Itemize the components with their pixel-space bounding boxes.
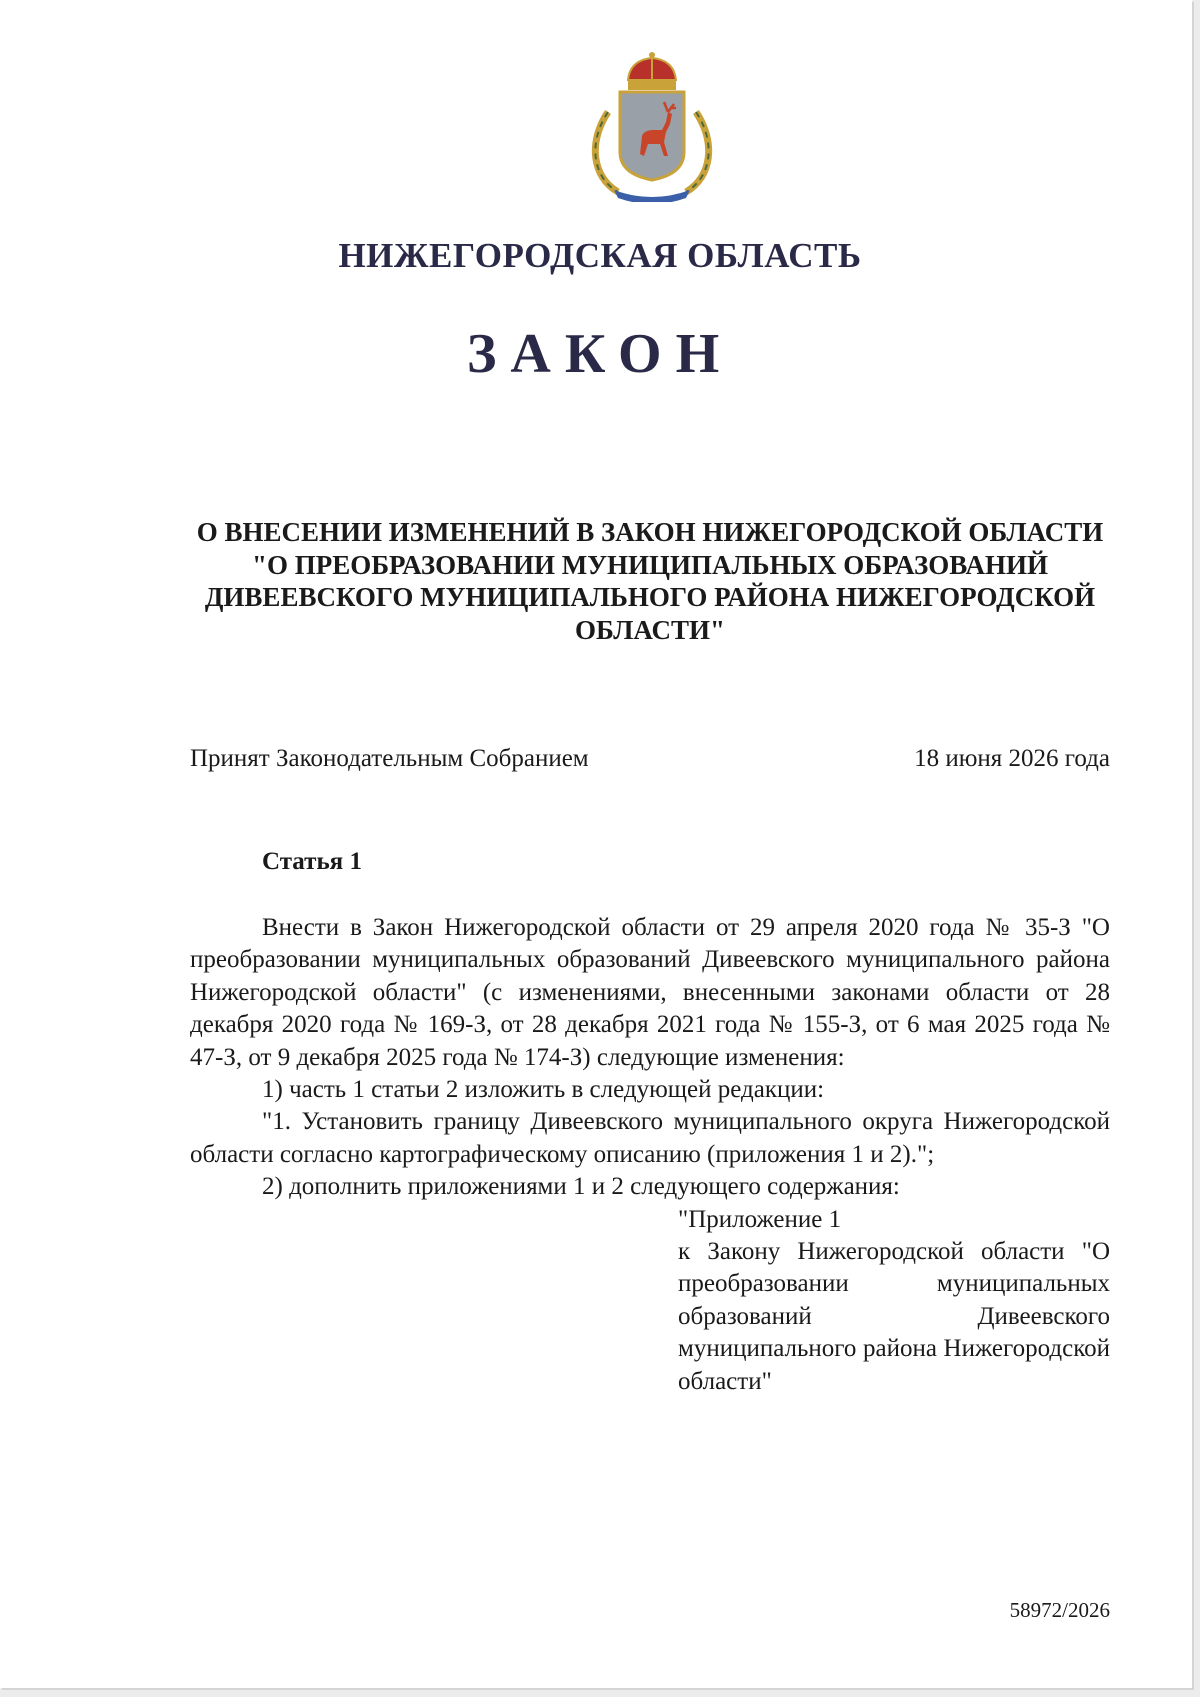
article-paragraph: Внести в Закон Нижегородской области от 29 апреля 2020 года № 35-З "О преобразовании муниципальных образований Дивеевского муниципального района Нижегородской области" (с изменениями, внесенными законами области от 28 декабря 2020 года № 169-З, от 28 декабря 2021 года № 155-З, от 6 мая 2025 года № 47-З, от 9 декабря 2025 года № 174-З) следующие изменения:	[190, 914, 1110, 1071]
law-title: О ВНЕСЕНИИ ИЗМЕНЕНИЙ В ЗАКОН НИЖЕГОРОДСКОЙ ОБЛАСТИ "О ПРЕОБРАЗОВАНИИ МУНИЦИПАЛЬНЫХ ОБРАЗОВАНИЙ ДИВЕЕВСКОГО МУНИЦИПАЛЬНОГО РАЙОНА НИЖЕГОРОДСКОЙ ОБЛАСТИ"	[196, 517, 1104, 645]
appendix-heading: "Приложение 1	[678, 1205, 842, 1233]
coat-of-arms-icon	[578, 52, 726, 202]
document-type: ЗАКОН	[466, 323, 734, 385]
adoption-line	[190, 745, 1110, 773]
article-paragraph: 2) дополнить приложениями 1 и 2 следующего содержания:	[262, 1173, 900, 1201]
appendix-description: к Закону Нижегородской области "О преобразовании муниципальных образований Дивеевского муниципального района Нижегородской области"	[678, 1238, 1110, 1395]
article-paragraph: "1. Установить границу Дивеевского муниципального округа Нижегородской области согласно картографическому описанию (приложения 1 и 2).";	[190, 1108, 1110, 1168]
region-name: НИЖЕГОРОДСКАЯ ОБЛАСТЬ	[338, 236, 862, 275]
adoption-date: 18 июня 2026 года	[914, 745, 1110, 772]
adoption-label: Принят Законодательным Собранием	[190, 745, 589, 772]
article-body	[190, 912, 1110, 1398]
article-paragraph: 1) часть 1 статьи 2 изложить в следующей редакции:	[262, 1076, 825, 1104]
appendix-reference	[678, 1204, 1110, 1398]
article-title: Статья 1	[262, 848, 362, 875]
document-number: 58972/2026	[1009, 1598, 1110, 1622]
